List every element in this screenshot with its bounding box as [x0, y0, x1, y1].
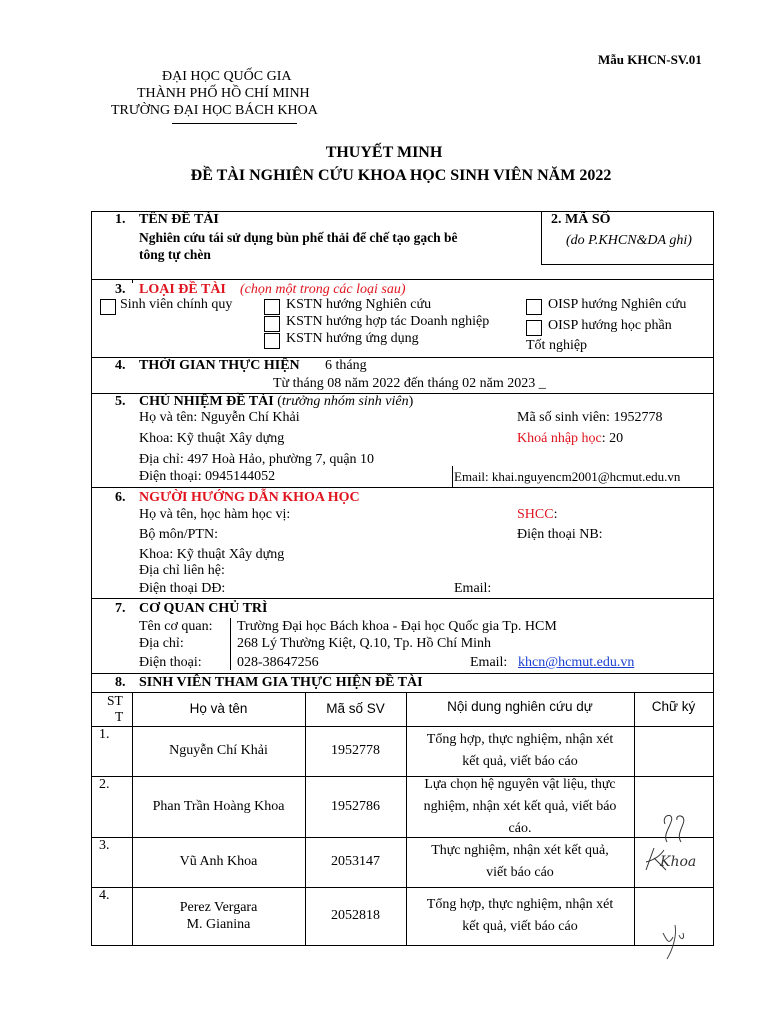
option-regular-label: Sinh viên chính quy: [120, 297, 233, 312]
checkbox-kstn-applied[interactable]: [264, 333, 280, 349]
col-line: [132, 279, 133, 283]
content-line: Lựa chọn hệ nguyên vật liệu, thực: [424, 776, 616, 792]
name-line: Perez Vergara: [179, 900, 258, 915]
row-line: [91, 598, 714, 599]
s6-faculty: Khoa: Kỹ thuật Xây dựng: [139, 547, 285, 562]
signature-vu-anh-khoa: [640, 840, 702, 880]
checkbox-regular[interactable]: [100, 299, 116, 315]
s6-shcc-label: SHCC: [517, 507, 554, 522]
checkbox-kstn-enterprise[interactable]: [264, 316, 280, 332]
content-line: Tổng hợp, thực nghiệm, nhận xét: [426, 732, 614, 747]
s5-intake: [517, 431, 623, 447]
table-row-content: [406, 776, 634, 837]
col-line: [452, 466, 453, 488]
doc-title: THUYẾT MINH: [325, 144, 443, 161]
table-row-stt: 1.: [99, 727, 110, 742]
checkbox-oisp-research[interactable]: [526, 299, 542, 315]
table-row-content: [406, 887, 634, 945]
header-city: THÀNH PHỐ HỒ CHÍ MINH: [137, 86, 310, 101]
table-row-stt: 4.: [99, 888, 110, 903]
s6-mobile: Điện thoại DĐ:: [139, 581, 226, 596]
s5-intake-label: Khoá nhập học: [517, 431, 602, 446]
table-row-content: [406, 837, 634, 887]
content-line: viết báo cáo: [486, 865, 554, 880]
s5-note: trưởng nhóm sinh viên: [281, 394, 409, 409]
name-line: M. Gianina: [186, 917, 251, 932]
col-stt-header: ST: [107, 693, 123, 708]
table-row-stt: 3.: [99, 838, 110, 853]
content-line: Tổng hợp, thực nghiệm, nhận xét: [426, 897, 614, 912]
s5-name: Họ và tên: Nguyễn Chí Khải: [139, 410, 300, 425]
s2-label: 2. MÃ SỐ: [551, 212, 611, 227]
s6-address: Địa chỉ liên hệ:: [139, 563, 225, 578]
table-row-id: 2052818: [331, 908, 380, 923]
s5-faculty: Khoa: Kỹ thuật Xây dựng: [139, 431, 285, 446]
table-row-id: 1952786: [331, 798, 380, 814]
checkbox-oisp-course[interactable]: [526, 320, 542, 336]
table-right-border: [713, 211, 714, 946]
s1-label: TÊN ĐỀ TÀI: [139, 212, 219, 227]
content-line: kết quả, viết báo cáo: [462, 754, 578, 769]
s7-org-value: Trường Đại học Bách khoa - Đại học Quốc gia Tp. HCM: [237, 619, 557, 634]
col-name-header: Họ và tên: [189, 701, 248, 716]
s6-shcc: [517, 507, 557, 523]
s6-phone-nb: Điện thoại NB:: [517, 527, 603, 542]
option-kstn-applied-label: KSTN hướng ứng dụng: [286, 331, 419, 346]
s6-name: Họ và tên, học hàm học vị:: [139, 507, 291, 522]
col-line: [541, 211, 542, 265]
col-line: [230, 618, 231, 670]
option-kstn-enterprise-label: KSTN hướng hợp tác Doanh nghiệp: [286, 314, 490, 329]
s5-note-open: (: [277, 394, 282, 409]
s3-number: 3.: [115, 282, 126, 297]
s2-note: (do P.KHCN&DA ghi): [566, 233, 692, 248]
table-row-name: Nguyễn Chí Khải: [169, 743, 268, 758]
table-row-id: 2053147: [331, 854, 380, 869]
table-row-name: Phan Trần Hoàng Khoa: [152, 798, 285, 814]
s5-student-id: Mã số sinh viên: 1952778: [517, 410, 663, 425]
s4-range: Từ tháng 08 năm 2022 đến tháng 02 năm 2023 _: [273, 376, 546, 391]
content-line: cáo.: [508, 820, 532, 836]
s5-email: Email: khai.nguyencm2001@hcmut.edu.vn: [454, 469, 681, 484]
form-code: Mẫu KHCN-SV.01: [598, 52, 702, 67]
s5-phone: Điện thoại: 0945144052: [139, 469, 276, 484]
s3-label: LOẠI ĐỀ TÀI: [139, 282, 226, 297]
table-row-name: Vũ Anh Khoa: [179, 854, 258, 869]
s4-number: 4.: [115, 358, 126, 373]
col-stt-header-2: T: [115, 709, 124, 724]
option-oisp-course-label-2: Tốt nghiệp: [526, 338, 588, 353]
header-university: ĐẠI HỌC QUỐC GIA: [162, 69, 292, 84]
s5-number: 5.: [115, 394, 126, 409]
content-line: nghiệm, nhận xét kết quả, viết báo: [423, 798, 617, 814]
s7-phone-value: 028-38647256: [237, 655, 319, 670]
s6-dept: Bộ môn/PTN:: [139, 527, 218, 542]
s5-address: Địa chỉ: 497 Hoà Hảo, phường 7, quận 10: [139, 452, 375, 467]
header-underline: [172, 123, 297, 124]
col-line: [634, 692, 635, 946]
s6-shcc-colon: :: [553, 507, 558, 522]
s4-duration: 6 tháng: [325, 358, 367, 373]
table-left-border: [91, 211, 92, 946]
s5-note-close: ): [408, 394, 414, 409]
col-id-header: Mã số SV: [326, 701, 385, 716]
option-oisp-course-label: OISP hướng học phần: [548, 318, 672, 333]
row-line: [91, 279, 714, 280]
header-school: TRƯỜNG ĐẠI HỌC BÁCH KHOA: [111, 103, 318, 118]
s5-label: CHỦ NHIỆM ĐỀ TÀI: [139, 394, 274, 409]
option-kstn-research-label: KSTN hướng Nghiên cứu: [286, 297, 432, 312]
s6-number: 6.: [115, 490, 126, 505]
table-row-content: [406, 726, 634, 776]
s1-title-line2: tông tự chèn: [139, 247, 211, 262]
table-row-stt: 2.: [99, 777, 110, 792]
row-line: [91, 673, 714, 674]
s7-addr-label: Địa chỉ:: [139, 636, 184, 651]
s7-email-link[interactable]: khcn@hcmut.edu.vn: [518, 655, 635, 670]
table-row-id: 1952778: [331, 743, 380, 758]
content-line: kết quả, viết báo cáo: [462, 919, 578, 934]
s7-email-label: Email:: [470, 655, 508, 670]
s5-heading: [139, 394, 413, 410]
row-line: [541, 264, 714, 265]
s7-org-label: Tên cơ quan:: [139, 619, 213, 634]
s8-number: 8.: [115, 675, 126, 690]
checkbox-kstn-research[interactable]: [264, 299, 280, 315]
col-sign-header: Chữ ký: [651, 699, 696, 714]
s3-note: (chọn một trong các loại sau): [240, 282, 406, 297]
s7-addr-value: 268 Lý Thường Kiệt, Q.10, Tp. Hồ Chí Minh: [237, 636, 492, 651]
s1-number: 1.: [115, 212, 126, 227]
s7-phone-label: Điện thoại:: [139, 655, 202, 670]
doc-subtitle: ĐỀ TÀI NGHIÊN CỨU KHOA HỌC SINH VIÊN NĂM 2022: [190, 167, 612, 184]
s5-intake-value: : 20: [601, 431, 624, 446]
signature-text: Khoa: [660, 854, 697, 870]
col-content-header: Nội dung nghiên cứu dự: [447, 699, 593, 714]
s6-label: NGƯỜI HƯỚNG DẪN KHOA HỌC: [139, 490, 360, 505]
table-row-name: [132, 887, 305, 945]
signature-perez: [655, 915, 695, 965]
row-line: [91, 487, 714, 488]
option-oisp-research-label: OISP hướng Nghiên cứu: [548, 297, 687, 312]
s7-number: 7.: [115, 601, 126, 616]
s1-title-line1: Nghiên cứu tái sử dụng bùn phế thải để chế tạo gạch bê: [139, 230, 458, 245]
s6-email: Email:: [454, 581, 492, 596]
s8-label: SINH VIÊN THAM GIA THỰC HIỆN ĐỀ TÀI: [139, 675, 423, 690]
row-line: [91, 945, 714, 946]
content-line: Thực nghiệm, nhận xét kết quả,: [431, 843, 609, 858]
s4-label: THỜI GIAN THỰC HIỆN: [139, 358, 300, 373]
s7-label: CƠ QUAN CHỦ TRÌ: [139, 601, 268, 616]
